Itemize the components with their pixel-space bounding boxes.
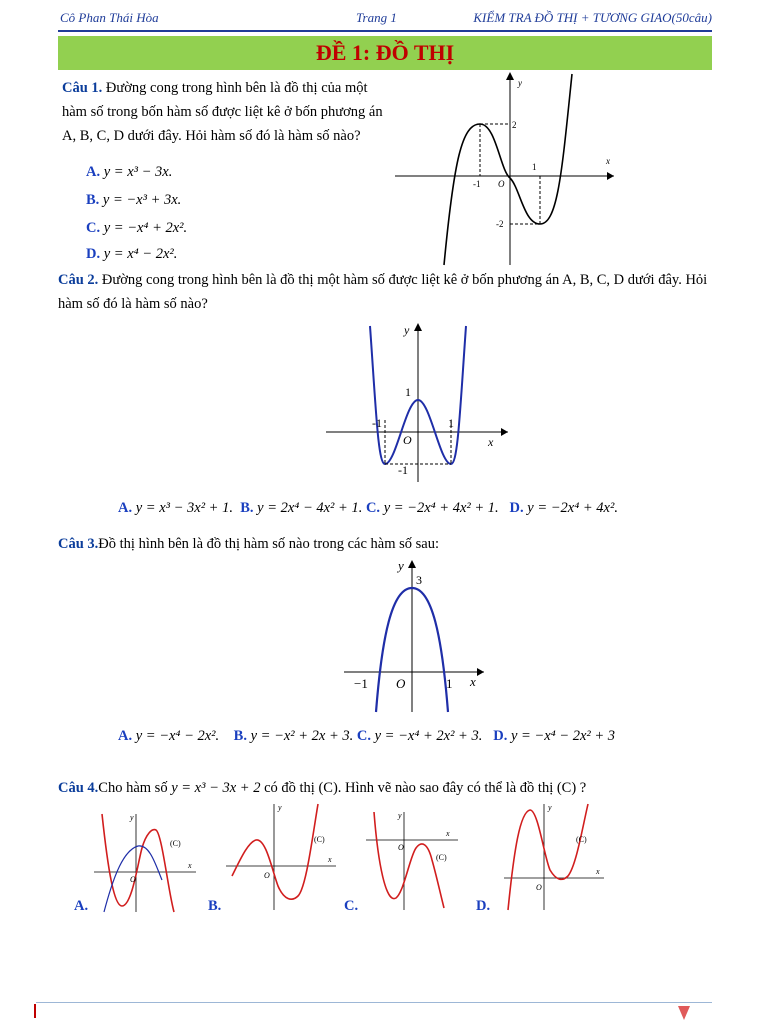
question-3-text: Đồ thị hình bên là đồ thị hàm số nào trong các hàm số sau: (98, 536, 439, 552)
svg-text:O: O (130, 875, 136, 884)
svg-text:O: O (398, 843, 404, 852)
svg-text:y: y (278, 803, 282, 812)
q4-option-d: D. (476, 898, 491, 914)
svg-text:(C): (C) (576, 835, 587, 844)
q2-tick-1: 1 (448, 416, 454, 430)
q2-y-label: y (404, 323, 410, 337)
svg-text:O: O (536, 883, 542, 892)
q1-graph (392, 70, 622, 270)
question-3 (58, 532, 714, 556)
svg-text:(C): (C) (170, 839, 181, 848)
q2-x-label: x (488, 435, 494, 449)
q4-graph-c (362, 808, 462, 912)
question-1 (62, 76, 388, 148)
question-2-label: Câu 2. (58, 272, 99, 288)
q1-option-c: C. y = −x⁴ + 2x². (86, 220, 188, 236)
q2-x-arrow (501, 428, 508, 436)
q1-option-b: B. y = −x³ + 3x. (86, 192, 182, 208)
question-4-label: Câu 4. (58, 780, 99, 796)
q1-tick-1: 1 (532, 162, 537, 172)
svg-text:x: x (596, 867, 600, 876)
page-header (60, 8, 712, 28)
q3-origin: O (396, 676, 406, 691)
q3-graph (338, 556, 488, 714)
q3-y-label: y (398, 558, 404, 573)
q1-option-a: A. y = x³ − 3x. (86, 164, 173, 180)
header-title: KIỂM TRA ĐỒ THỊ + TƯƠNG GIAO(50câu) (473, 10, 712, 25)
q2-tick-neg1: -1 (372, 416, 382, 430)
q1-tick-2: 2 (512, 120, 517, 130)
q4-option-c: C. (344, 898, 359, 914)
question-2-text: Đường cong trong hình bên là đồ thị một hàm số được liệt kê ở bốn phương án A, B, C, D dưới đây. Hỏi hàm số đó là hàm số nào? (58, 272, 708, 312)
q1-y-arrow (506, 72, 514, 80)
q1-y-label: y (518, 78, 522, 88)
svg-text:x: x (328, 855, 332, 864)
question-4: Câu 4.Cho hàm số y = x³ − 3x + 2 có đồ thị (C). Hình vẽ nào sao đây có thể là đồ thị (C) ? (58, 780, 587, 796)
question-2 (58, 268, 714, 316)
q1-tick-neg2: -2 (496, 219, 504, 229)
footer-mark-right (676, 1004, 692, 1022)
svg-text:(C): (C) (314, 835, 325, 844)
q1-x-arrow (607, 172, 614, 180)
q2-origin: O (403, 433, 412, 447)
section-title: ĐỀ 1: ĐỒ THỊ (315, 40, 455, 65)
q4-graph-a (90, 810, 200, 914)
q2-tick-top: 1 (405, 385, 411, 399)
q1-origin: O (498, 179, 505, 189)
header-divider (58, 30, 712, 32)
q2-tick-neg1-y: -1 (398, 463, 408, 477)
question-1-text: Đường cong trong hình bên là đồ thị của một hàm số trong bốn hàm số được liệt kê ở bốn phương án A, B, C, D dưới đây. Hỏi hàm số đó là hàm số nào? (62, 80, 383, 144)
svg-text:y: y (130, 813, 134, 822)
q1-x-label: x (606, 156, 610, 166)
q1-curve (444, 74, 572, 265)
q1-option-d: D. y = x⁴ − 2x². (86, 246, 178, 262)
q3-tick-neg1: −1 (354, 676, 368, 691)
footer-divider (36, 1002, 712, 1003)
svg-text:(C): (C) (436, 853, 447, 862)
q4-function: y = x³ − 3x + 2 (171, 780, 261, 796)
svg-text:x: x (188, 861, 192, 870)
q4-graph-b (222, 800, 342, 912)
q2-y-arrow (414, 323, 422, 331)
question-3-label: Câu 3. (58, 536, 99, 552)
q3-tick-3: 3 (416, 573, 422, 587)
svg-text:y: y (398, 811, 402, 820)
q4-option-a: A. (74, 898, 89, 914)
page-number: Trang 1 (356, 10, 397, 25)
svg-text:y: y (548, 803, 552, 812)
q1-tick-neg1: -1 (473, 179, 481, 189)
author-name: Cô Phan Thái Hòa (60, 10, 159, 25)
q4-graph-d (500, 800, 610, 912)
q3-x-label: x (470, 674, 476, 689)
q2-graph (322, 320, 512, 490)
svg-text:x: x (446, 829, 450, 838)
q4-option-b: B. (208, 898, 222, 914)
section-banner (58, 36, 712, 70)
q3-y-arrow (408, 560, 416, 568)
svg-text:O: O (264, 871, 270, 880)
q3-tick-1: 1 (446, 676, 453, 691)
q2-options: A. y = x³ − 3x² + 1. B. y = 2x⁴ − 4x² + 1. C. y = −2x⁴ + 4x² + 1. D. y = −2x⁴ + 4x². (118, 500, 618, 516)
footer-mark-left (34, 1004, 36, 1018)
q3-x-arrow (477, 668, 484, 676)
q3-options: A. y = −x⁴ − 2x². B. y = −x² + 2x + 3. C. y = −x⁴ + 2x² + 3. D. y = −x⁴ − 2x² + 3 (118, 728, 616, 744)
question-1-label: Câu 1. (62, 80, 103, 96)
